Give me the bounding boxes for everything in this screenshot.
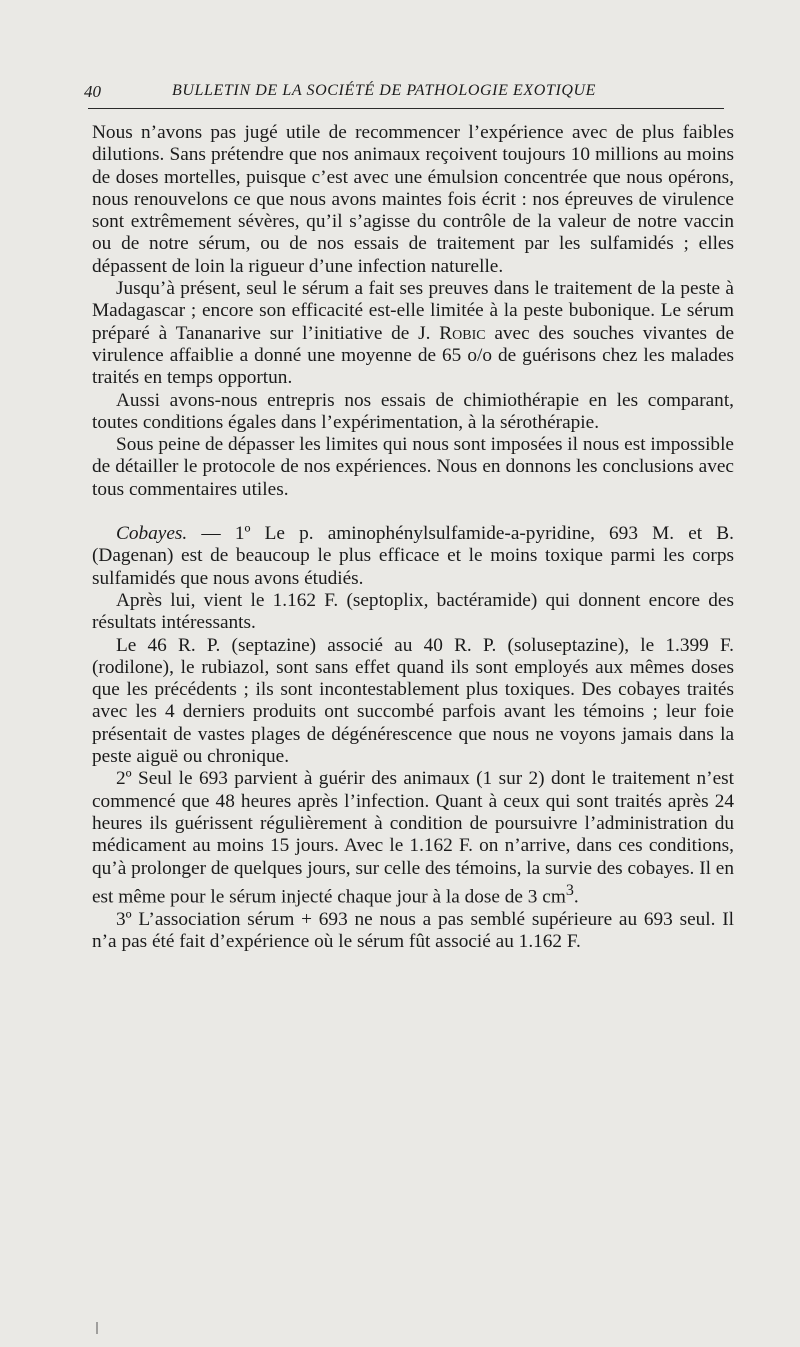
paragraph-cobayes bbox=[92, 523, 734, 590]
page-number: 40 bbox=[84, 82, 101, 101]
paragraph-3: Aussi avons-nous entrepris nos essais de chimiothérapie en les comparant, toutes conditions égales dans l’expérimentation, à la sérothérapie. bbox=[92, 389, 734, 433]
paragraph-2-text-b: avec des souches vivantes de virulence affaiblie a donné une moyenne de 65 o/o de guérisons chez les malades traités en temps opportun. bbox=[92, 322, 735, 389]
paragraph-8 bbox=[92, 768, 734, 908]
paragraph-1: Nous n’avons pas jugé utile de recommencer l’expérience avec de plus faibles dilutions. Sans prétendre que nos animaux reçoivent toujours 10 millions au moins de doses mortelles, puisque c’est avec une émulsion concentrée que nous opérons, nous renouvelons ce que nous avons maintes fois écrit : nos épreuves de virulence sont extrêmement sévères, qu’il s’agisse du contrôle de la valeur de notre vaccin ou de notre sérum, ou de nos essais de traitement par les sulfamidés ; elles dépassent de loin la rigueur d’une infection naturelle. bbox=[92, 122, 734, 277]
paragraph-2-text-a: Jusqu’à présent, seul le sérum a fait ses preuves dans le traitement de la peste à Madagascar ; encore son efficacité est-elle limitée à la peste bubonique. Le sérum préparé à Tananarive sur l’initiative de J. bbox=[92, 278, 734, 344]
superscript-3: 3 bbox=[565, 881, 574, 899]
paragraph-cobayes-text: — 1º Le p. aminophénylsulfamide-a-pyridine, 693 M. et B. (Dagenan) est de beaucoup le plus efficace et le moins toxique parmi les corps sulfamidés que nous avons étudiés. bbox=[92, 523, 734, 589]
print-mark bbox=[96, 1322, 98, 1334]
paragraph-7: Le 46 R. P. (septazine) associé au 40 R. P. (soluseptazine), le 1.399 F. (rodilone), le rubiazol, sont sans effet quand ils sont employés aux mêmes doses que les précédents ; ils sont incontestablement plus toxiques. Des cobayes traités avec les 4 derniers produits ont succombé parfois avant les témoins ; leur foie présentait de vastes plages de dégénérescence que nous ne voyons jamais dans la peste aiguë ou chronique. bbox=[92, 634, 734, 768]
header-rule bbox=[88, 108, 724, 109]
paragraph-4: Sous peine de dépasser les limites qui nous sont imposées il nous est impossible de détailler le protocole de nos expériences. Nous en donnons les conclusions avec tous commentaires utiles. bbox=[92, 434, 734, 500]
paragraph-8-text: 2º Seul le 693 parvient à guérir des animaux (1 sur 2) dont le traitement n’est commencé que 48 heures après l’infection. Quant à ceux qui sont traités après 24 heures ils guérissent régulièrement à condition de poursuivre l’administration du médicament au moins 15 jours. Avec le 1.162 F. on n’arrive, dans ces conditions, qu’à prolonger de quelques jours, sur celle des témoins, la survie des cobayes. Il en est même pour le sérum injecté chaque jour à la dose de 3 cm bbox=[92, 768, 734, 908]
page-header bbox=[84, 82, 724, 110]
paragraph-9: 3º L’association sérum + 693 ne nous a pas semblé supérieure au 693 seul. Il n’a pas été fait d’expérience où le sérum fût associé au 1.162 F. bbox=[92, 908, 734, 952]
paragraph-6: Après lui, vient le 1.162 F. (septoplix, bactéramide) qui donnent encore des résultats intéressants. bbox=[92, 589, 734, 634]
paragraph-8-end: . bbox=[573, 886, 579, 908]
author-name-robic: Robic bbox=[439, 322, 486, 344]
article-body bbox=[92, 122, 734, 953]
running-title: BULLETIN DE LA SOCIÉTÉ DE PATHOLOGIE EXOTIQUE bbox=[172, 82, 597, 99]
paragraph-2 bbox=[92, 278, 734, 389]
section-label-cobayes: Cobayes. bbox=[116, 523, 188, 545]
